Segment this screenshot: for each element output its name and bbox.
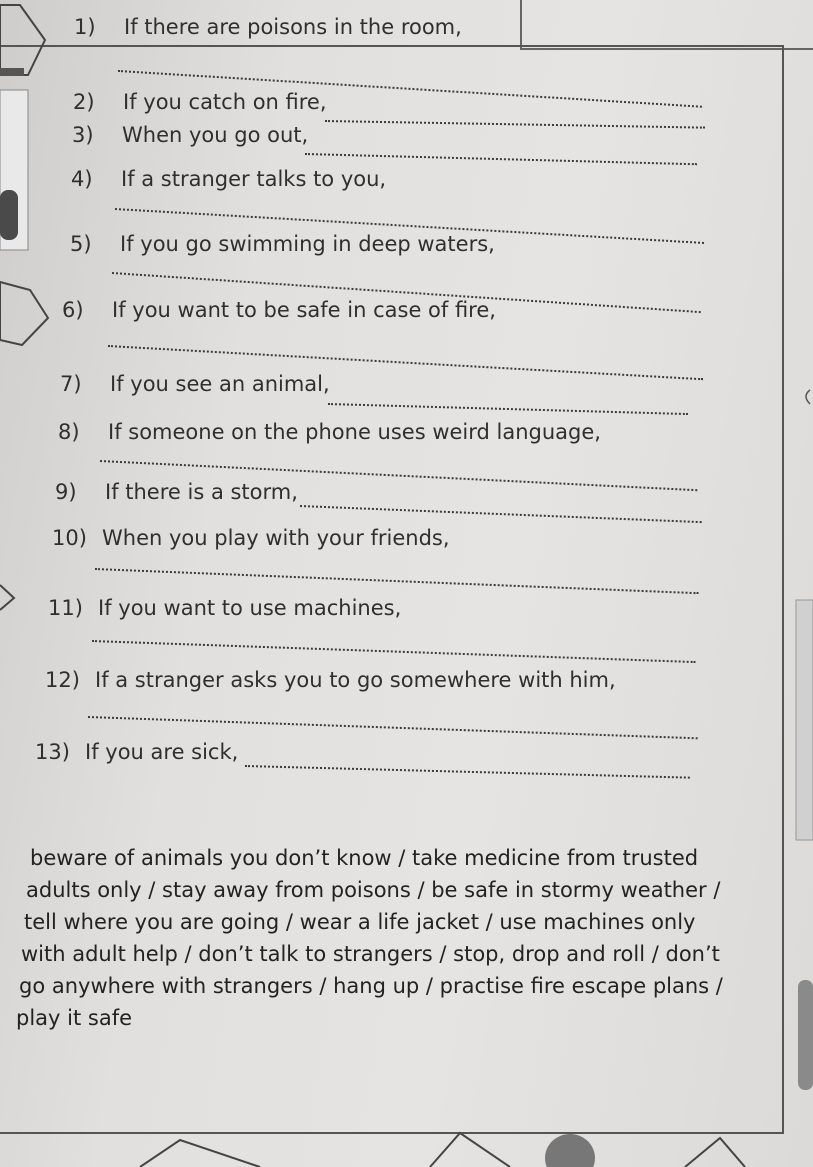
margin-shapes-right bbox=[790, 380, 813, 1100]
question-7: 7) If you see an animal, bbox=[60, 372, 330, 396]
word-bank-line: adults only / stay away from poisons / be safe in stormy weather / bbox=[26, 878, 721, 902]
word-bank bbox=[16, 842, 776, 1034]
question-9: 9) If there is a storm, bbox=[55, 480, 298, 504]
margin-shapes-left bbox=[0, 0, 60, 360]
word-bank-line: with adult help / don’t talk to strangers / stop, drop and roll / don’t bbox=[21, 942, 720, 966]
question-11: 11) If you want to use machines, bbox=[48, 596, 402, 620]
question-13: 13) If you are sick, bbox=[35, 740, 239, 764]
top-border-decoration bbox=[520, 0, 813, 50]
word-bank-line: go anywhere with strangers / hang up / practise fire escape plans / bbox=[19, 974, 723, 998]
question-1: 1) If there are poisons in the room, bbox=[74, 15, 462, 39]
question-2: 2) If you catch on fire, bbox=[73, 90, 327, 114]
question-5: 5) If you go swimming in deep waters, bbox=[70, 232, 495, 256]
word-bank-line: tell where you are going / wear a life jacket / use machines only bbox=[24, 910, 696, 934]
question-4: 4) If a stranger talks to you, bbox=[71, 167, 387, 191]
word-bank-line: play it safe bbox=[16, 1006, 133, 1030]
word-bank-line: beware of animals you don’t know / take medicine from trusted bbox=[30, 846, 699, 870]
question-8: 8) If someone on the phone uses weird language, bbox=[58, 420, 601, 444]
question-3: 3) When you go out, bbox=[72, 123, 309, 147]
bottom-decorations bbox=[120, 1128, 813, 1167]
question-6: 6) If you want to be safe in case of fire, bbox=[62, 298, 496, 322]
question-10: 10) When you play with your friends, bbox=[52, 526, 450, 550]
margin-shape-left-lower bbox=[0, 580, 20, 620]
question-12: 12) If a stranger asks you to go somewhere with him, bbox=[45, 668, 616, 692]
